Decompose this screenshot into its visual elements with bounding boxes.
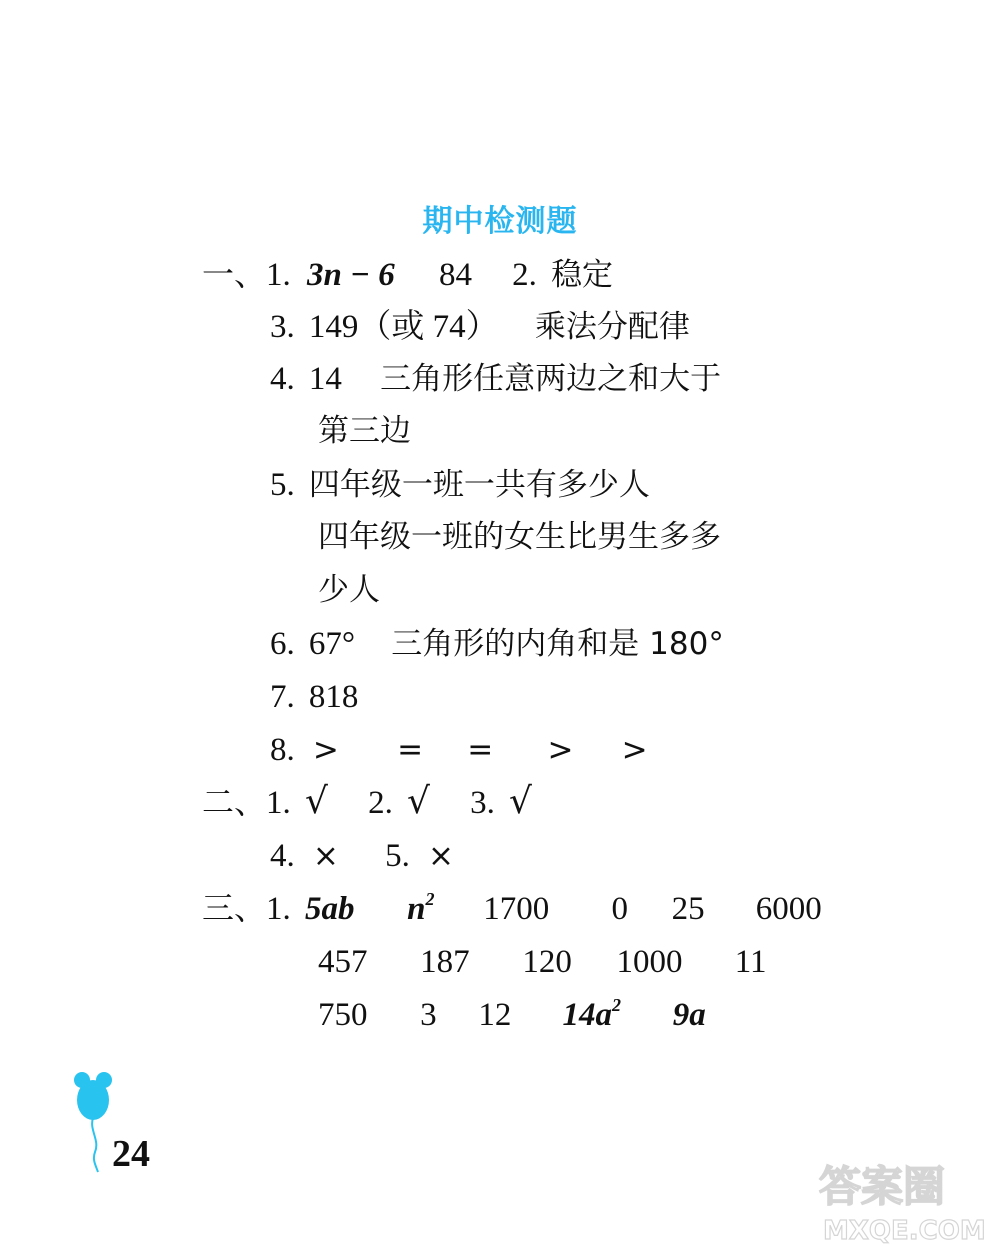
s3-row-2	[318, 941, 766, 982]
s3-row1-item-1: 5ab	[304, 891, 355, 927]
page-number: 24	[112, 1133, 150, 1175]
s3-row-3	[318, 994, 706, 1035]
s3-row3-item-4: $14a^2$	[562, 995, 622, 1033]
q8-item-1: >	[312, 732, 339, 768]
svg-text:MXQE.COM: MXQE.COM	[823, 1216, 986, 1245]
s3-row2-item-5: 11	[734, 944, 767, 980]
s2-q4-number: 4.	[270, 838, 295, 874]
q5-number: 5.	[270, 467, 295, 503]
s1-q1-line	[202, 254, 613, 295]
q6-answer-2: 三角形的内角和是 180°	[391, 626, 724, 662]
q7-answer: 818	[308, 679, 359, 715]
q8-item-4: >	[547, 732, 574, 768]
s2-line-1	[202, 782, 532, 823]
q1-answer-2: 84	[438, 257, 472, 293]
s3-row3-item-5: 9a	[672, 997, 706, 1033]
q1-expression: 3n − 6	[306, 257, 395, 293]
section-1-label: 一、	[202, 255, 267, 293]
s3-row-1	[202, 888, 822, 929]
s3-row3-item-3: 12	[478, 997, 512, 1033]
q8-number: 8.	[270, 732, 295, 768]
s2-line-2	[270, 835, 454, 876]
mouse-icon	[72, 1070, 116, 1174]
s1-q3-line	[270, 306, 690, 347]
s3-row1-item-6: 6000	[755, 891, 822, 927]
page-title: 期中检测题	[422, 204, 578, 239]
s3-row1-item-5: 25	[671, 891, 705, 927]
q3-answer-2: 乘法分配律	[534, 309, 690, 345]
s1-q5-line	[270, 464, 650, 505]
s1-q4-line	[270, 358, 721, 399]
q7-number: 7.	[270, 679, 295, 715]
q2-number: 2.	[512, 257, 537, 293]
q6-number: 6.	[270, 626, 295, 662]
q5-answer-2-continued: 少人	[318, 572, 380, 608]
q5-answer-1: 四年级一班一共有多少人	[308, 467, 650, 503]
q4-number: 4.	[270, 361, 295, 397]
s3-row2-item-1: 457	[318, 944, 368, 980]
s3-row1-item-2: $n^2$	[407, 889, 435, 927]
s3-row3-item-1: 750	[318, 997, 368, 1033]
q4-answer-1: 14	[308, 361, 342, 397]
s1-q8-line	[270, 729, 648, 770]
s2-q2-mark: √	[406, 781, 430, 822]
q6-answer-1: 67°	[308, 626, 356, 662]
s3-row1-item-3: 1700	[483, 891, 550, 927]
s3-row2-item-3: 120	[522, 944, 572, 980]
s2-q4-mark: ×	[312, 838, 339, 874]
q4-answer-2: 三角形任意两边之和大于	[380, 361, 722, 397]
s2-q3-number: 3.	[470, 785, 495, 821]
s1-q7-line	[270, 676, 358, 717]
section-3-label: 三、	[202, 889, 267, 927]
q4-answer-2-continued: 第三边	[318, 413, 411, 449]
q2-answer: 稳定	[551, 257, 614, 293]
s2-q5-mark: ×	[428, 838, 454, 874]
q8-item-2: =	[397, 732, 424, 768]
s3-row1-item-4: 0	[611, 891, 628, 927]
watermark-logo	[815, 1155, 995, 1245]
s2-q2-number: 2.	[368, 785, 393, 821]
s2-q5-number: 5.	[385, 838, 410, 874]
svg-text:答案圈: 答案圈	[819, 1162, 946, 1211]
q1-number: 1.	[266, 257, 291, 293]
q5-answer-2: 四年级一班的女生比男生多多	[318, 519, 721, 555]
s2-q1-mark: √	[304, 781, 328, 822]
s1-q6-line	[270, 623, 724, 664]
s3-row2-item-2: 187	[420, 944, 470, 980]
s2-q3-mark: √	[509, 781, 532, 822]
q3-number: 3.	[270, 309, 295, 345]
section-2-label: 二、	[202, 783, 267, 821]
s3-row3-item-2: 3	[420, 997, 437, 1033]
s2-q1-number: 1.	[266, 785, 291, 821]
q8-item-3: =	[467, 732, 494, 768]
q8-item-5: >	[621, 732, 648, 768]
q3-answer-1: 149（或 74）	[308, 309, 499, 345]
s3-row2-item-4: 1000	[616, 944, 683, 980]
s3-q1-number: 1.	[266, 891, 291, 927]
